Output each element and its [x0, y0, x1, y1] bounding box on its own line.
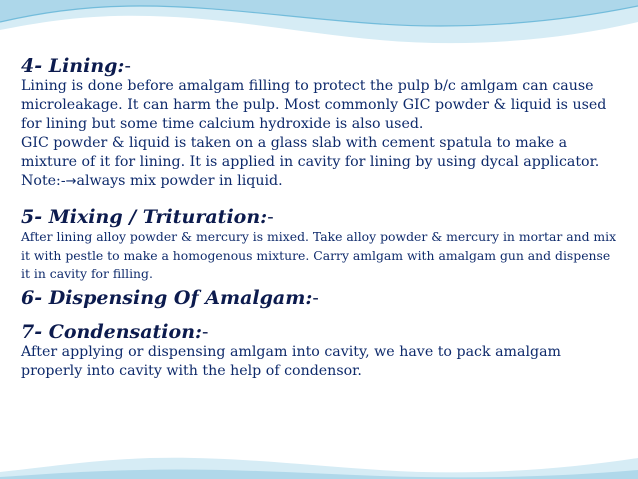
lining-note: [21, 172, 621, 191]
note-text: always mix powder in liquid.: [76, 173, 283, 189]
heading-lining: 4- Lining:-: [21, 55, 131, 77]
heading-mixing: 5- Mixing / Trituration:-: [21, 206, 274, 228]
mixing-paragraph: After lining alloy powder & mercury is mixed. Take alloy powder & mercury in mortar and mix it with pestle to make a homogenous mixture. Carry amlgam with amalgam gun and dispense it in cavity for filling.: [21, 229, 617, 281]
heading-dispensing: 6- Dispensing Of Amalgam:-: [21, 286, 319, 309]
right-arrow-icon: →: [65, 174, 77, 189]
lining-paragraph-2: GIC powder & liquid is taken on a glass slab with cement spatula to make a mixture of it for lining. It is applied in cavity for lining by using dycal applicator.: [21, 135, 600, 170]
lining-paragraph-1: Lining is done before amalgam filling to protect the pulp b/c amlgam can cause microleakage. It can harm the pulp. Most commonly GIC powder & liquid is used for lining but some time calcium hydroxide is also used.: [21, 78, 607, 132]
heading-condensation: 7- Condensation:-: [21, 320, 209, 343]
condensation-paragraph: After applying or dispensing amlgam into cavity, we have to pack amalgam properly into cavity with the help of condensor.: [21, 343, 561, 379]
slide-content: [21, 55, 621, 381]
note-label: Note:-: [21, 173, 66, 189]
